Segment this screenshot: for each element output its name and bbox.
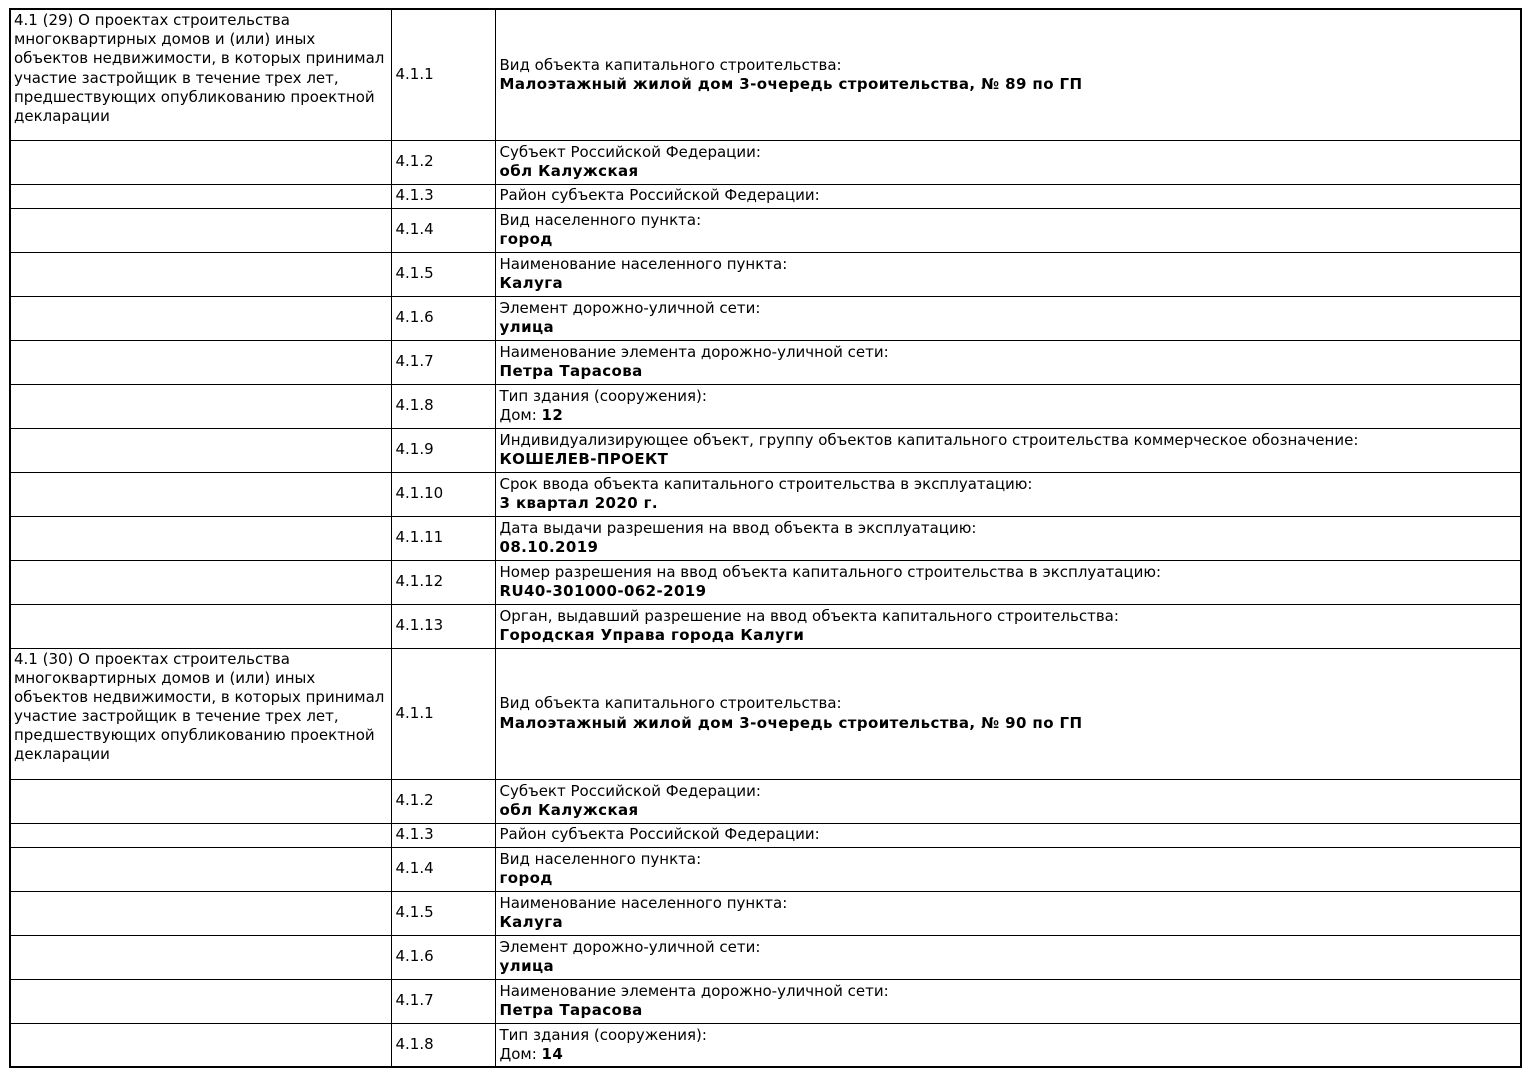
field-value — [500, 450, 1517, 469]
field-value — [500, 538, 1517, 557]
table-row — [10, 979, 1521, 1023]
field-value-prefix: Дом: — [499, 1044, 542, 1063]
project-declaration-table — [9, 8, 1522, 1068]
field-cell — [495, 823, 1521, 847]
field-cell — [495, 140, 1521, 184]
table-row — [10, 384, 1521, 428]
section-description-cell — [10, 472, 391, 516]
field-value-text: Городская Управа города Калуги — [499, 626, 805, 644]
row-code: 4.1.9 — [391, 428, 495, 472]
section-description: 4.1 (30) О проектах строительства многоквартирных домов и (или) иных объектов недвижимости, в которых принимал участие застройщик в течение трех лет, предшествующих опубликованию проектной декларации — [14, 649, 385, 764]
field-label: Элемент дорожно-уличной сети: — [499, 298, 761, 317]
field-value — [500, 362, 1517, 381]
field-cell — [495, 979, 1521, 1023]
row-code: 4.1.6 — [391, 296, 495, 340]
table-row — [10, 252, 1521, 296]
field-cell — [495, 252, 1521, 296]
field-value-text: 08.10.2019 — [499, 538, 599, 556]
row-code: 4.1.1 — [391, 9, 495, 140]
section-description-cell — [10, 208, 391, 252]
row-code: 4.1.5 — [391, 252, 495, 296]
field-value — [500, 1001, 1517, 1020]
row-code: 4.1.2 — [391, 140, 495, 184]
table-row — [10, 472, 1521, 516]
field-value-text: улица — [499, 318, 555, 336]
field-label: Номер разрешения на ввод объекта капитального строительства в эксплуатацию: — [499, 562, 1162, 581]
table-row — [10, 560, 1521, 604]
field-value — [500, 626, 1517, 645]
table-row — [10, 340, 1521, 384]
row-code: 4.1.5 — [391, 891, 495, 935]
section-description-cell — [10, 823, 391, 847]
row-code: 4.1.13 — [391, 604, 495, 648]
field-cell — [495, 560, 1521, 604]
section-description-cell — [10, 935, 391, 979]
row-code: 4.1.6 — [391, 935, 495, 979]
field-label: Индивидуализирующее объект, группу объектов капитального строительства коммерческое обозначение: — [499, 430, 1359, 449]
field-value-text: RU40-301000-062-2019 — [499, 582, 707, 600]
field-label: Наименование населенного пункта: — [499, 254, 788, 273]
table-row — [10, 296, 1521, 340]
field-value-text: КОШЕЛЕВ-ПРОЕКТ — [499, 450, 669, 468]
field-cell — [495, 208, 1521, 252]
field-value — [500, 494, 1517, 513]
field-value-text: улица — [499, 957, 555, 975]
row-code: 4.1.12 — [391, 560, 495, 604]
row-code: 4.1.3 — [391, 184, 495, 208]
field-cell — [495, 384, 1521, 428]
row-code: 4.1.4 — [391, 847, 495, 891]
field-label: Наименование населенного пункта: — [499, 893, 788, 912]
section-description-cell — [10, 779, 391, 823]
field-label: Элемент дорожно-уличной сети: — [499, 937, 761, 956]
field-cell — [495, 891, 1521, 935]
field-label: Субъект Российской Федерации: — [499, 781, 761, 800]
row-code: 4.1.10 — [391, 472, 495, 516]
row-code: 4.1.1 — [391, 648, 495, 779]
field-cell — [495, 516, 1521, 560]
field-value — [500, 913, 1517, 932]
field-cell — [495, 935, 1521, 979]
row-code: 4.1.4 — [391, 208, 495, 252]
field-value-text: город — [499, 230, 553, 248]
section-description: 4.1 (29) О проектах строительства многоквартирных домов и (или) иных объектов недвижимости, в которых принимал участие застройщик в течение трех лет, предшествующих опубликованию проектной декларации — [14, 11, 385, 125]
field-value-prefix: Дом: — [499, 406, 542, 424]
field-cell — [495, 604, 1521, 648]
field-label: Вид населенного пункта: — [499, 849, 702, 868]
table-row — [10, 208, 1521, 252]
field-value — [500, 230, 1517, 249]
field-value-text: 12 — [541, 406, 564, 424]
field-label: Наименование элемента дорожно-уличной сети: — [499, 981, 889, 1000]
table-row — [10, 847, 1521, 891]
table-row — [10, 140, 1521, 184]
field-cell — [495, 340, 1521, 384]
section-description-cell — [10, 184, 391, 208]
section-description-cell — [10, 340, 391, 384]
field-value-text: Малоэтажный жилой дом 3-очередь строительства, № 89 по ГП — [499, 74, 1083, 93]
field-cell — [495, 184, 1521, 208]
section-description-cell — [10, 252, 391, 296]
field-label: Срок ввода объекта капитального строительства в эксплуатацию: — [499, 474, 1033, 493]
row-code: 4.1.2 — [391, 779, 495, 823]
field-cell — [495, 1023, 1521, 1067]
field-value-text: Калуга — [499, 274, 564, 292]
field-value-text: обл Калужская — [499, 162, 639, 180]
field-value-text: город — [499, 869, 553, 887]
row-code: 4.1.7 — [391, 979, 495, 1023]
field-label: Тип здания (сооружения): — [499, 386, 707, 405]
section-description-cell — [10, 847, 391, 891]
field-label: Субъект Российской Федерации: — [499, 142, 761, 161]
row-code: 4.1.3 — [391, 823, 495, 847]
row-code: 4.1.8 — [391, 384, 495, 428]
field-cell — [495, 779, 1521, 823]
field-value — [500, 318, 1517, 337]
table-row — [10, 648, 1521, 779]
field-label: Наименование элемента дорожно-уличной сети: — [499, 342, 889, 361]
section-description-cell — [10, 891, 391, 935]
section-description-cell — [10, 384, 391, 428]
table-row — [10, 823, 1521, 847]
table-row — [10, 891, 1521, 935]
field-value — [500, 75, 1517, 94]
field-cell — [495, 296, 1521, 340]
table-row — [10, 604, 1521, 648]
table-row — [10, 935, 1521, 979]
section-description-cell — [10, 9, 391, 140]
field-cell — [495, 9, 1521, 140]
table-row — [10, 779, 1521, 823]
field-cell — [495, 648, 1521, 779]
field-value — [500, 869, 1517, 888]
field-value — [500, 1045, 1517, 1064]
section-description-cell — [10, 516, 391, 560]
table-row — [10, 9, 1521, 140]
field-value-text: Малоэтажный жилой дом 3-очередь строительства, № 90 по ГП — [499, 713, 1083, 732]
field-cell — [495, 428, 1521, 472]
field-value — [500, 582, 1517, 601]
field-value-text: 3 квартал 2020 г. — [499, 494, 659, 512]
field-label: Тип здания (сооружения): — [499, 1025, 707, 1044]
section-description-cell — [10, 648, 391, 779]
row-code: 4.1.8 — [391, 1023, 495, 1067]
table-row — [10, 428, 1521, 472]
field-value-text: 14 — [541, 1044, 564, 1063]
table-row — [10, 1023, 1521, 1067]
section-description-cell — [10, 560, 391, 604]
table-row — [10, 516, 1521, 560]
field-cell — [495, 472, 1521, 516]
field-value — [500, 274, 1517, 293]
field-value-text: Петра Тарасова — [499, 1001, 643, 1019]
field-value-text: Петра Тарасова — [499, 362, 643, 380]
field-value — [500, 801, 1517, 820]
declaration-table-body — [10, 9, 1521, 1067]
field-label: Район субъекта Российской Федерации: — [499, 186, 820, 205]
row-code: 4.1.11 — [391, 516, 495, 560]
section-description-cell — [10, 604, 391, 648]
row-code: 4.1.7 — [391, 340, 495, 384]
field-value — [500, 406, 1517, 425]
field-value-text: обл Калужская — [499, 801, 639, 819]
table-row — [10, 184, 1521, 208]
field-value — [500, 714, 1517, 733]
section-description-cell — [10, 140, 391, 184]
field-cell — [495, 847, 1521, 891]
field-label: Район субъекта Российской Федерации: — [499, 825, 820, 844]
field-label: Дата выдачи разрешения на ввод объекта в эксплуатацию: — [499, 518, 977, 537]
section-description-cell — [10, 296, 391, 340]
field-label: Вид объекта капитального строительства: — [499, 694, 842, 713]
field-label: Орган, выдавший разрешение на ввод объекта капитального строительства: — [499, 606, 1119, 625]
field-value-text: Калуга — [499, 913, 564, 931]
field-value — [500, 162, 1517, 181]
section-description-cell — [10, 428, 391, 472]
field-label: Вид объекта капитального строительства: — [499, 55, 842, 74]
section-description-cell — [10, 1023, 391, 1067]
field-value — [500, 957, 1517, 976]
field-label: Вид населенного пункта: — [499, 210, 702, 229]
section-description-cell — [10, 979, 391, 1023]
